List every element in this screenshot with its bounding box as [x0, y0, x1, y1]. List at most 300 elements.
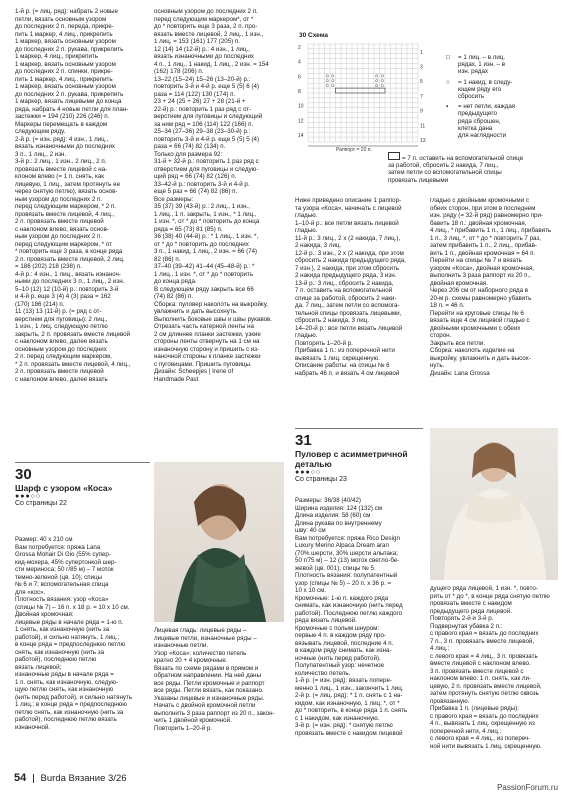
- text-line: провязать вместе лицевой с на-: [15, 165, 108, 173]
- text-line: ным узором до последних 2 п.: [15, 233, 103, 240]
- text-line: 50 г/75 м) – 12 (13) моток светло-бе-: [295, 557, 400, 564]
- watermark: PassionForum.ru: [497, 783, 558, 792]
- text-line: Маркеры перемещать в каждом: [15, 120, 108, 128]
- text-line: 4 лиц., * прибавить 1 п., 1 лиц., прибавить: [430, 227, 552, 234]
- legend-symbol: □: [446, 54, 450, 61]
- text-line: 2 п. перед следующим маркером,: [15, 353, 112, 360]
- scheme-legend: [446, 54, 556, 142]
- text-line: с правого края = вязать до последних: [430, 712, 539, 720]
- text-line: с левого края = 4 лиц., из попереч-: [430, 735, 531, 742]
- text-line: нуть.: [430, 362, 445, 369]
- text-line: 12 (14) 14 (12-й) р.: 4 изн., 1 лиц.,: [154, 45, 250, 53]
- text-line: обратном направлении. На ней даны: [154, 672, 262, 679]
- text-line: 4 лиц.;: [430, 645, 450, 652]
- yarn-over-mark: [376, 80, 378, 82]
- text-line: кидом, как изнаночную, 1 лиц. *, от *: [295, 699, 400, 707]
- col3-text: [295, 197, 423, 377]
- text-line: 2-й р. (= изн. ряд): 4 изн., 1 лиц.,: [15, 135, 109, 143]
- text-line: изн. ряду (= 32-й ряд) равномерно при-: [430, 212, 543, 219]
- row-number: 4: [298, 59, 301, 66]
- row-number: 7: [420, 93, 423, 100]
- pullover-photo: [430, 428, 558, 580]
- text-line: затем прибавить 1 п., 2 лиц., прибав-: [430, 242, 537, 249]
- project-30-header: [15, 462, 150, 507]
- text-line: до последних 2 п. рукава, прикрепить: [15, 90, 124, 98]
- text-line: основным узором до последних: [15, 345, 107, 353]
- text-line: цевую, 2 п. провязать вместе лицевой,: [430, 682, 542, 690]
- col2-bottom-text: [154, 627, 284, 732]
- text-line: перед следующим маркером, * от: [15, 240, 112, 248]
- text-line: от * до * повторить до последних: [154, 240, 249, 248]
- text-line: гладью.: [295, 212, 318, 219]
- text-line: провязать вместе лицевой, 4 лиц.,: [15, 210, 115, 218]
- text-line: Повторять 1–20-й р.: [295, 339, 353, 347]
- text-line: 1 маркер, вязать основным узором: [15, 38, 116, 45]
- text-line: 2 п. провязать вместе лицевой, 2 лиц.: [15, 255, 125, 263]
- text-line: 2 п. провязать вместе лицевой: [15, 368, 104, 375]
- text-line: двойными кромочными с обеих: [430, 324, 521, 332]
- text-line: гладью.: [295, 332, 318, 339]
- yarn-over-mark: [381, 80, 383, 82]
- text-line: 1 маркер, вязать лицевыми до конца: [15, 98, 122, 105]
- text-line: (спицы № 7) – 16 п. х 18 р. = 10 х 10 см.: [15, 603, 130, 611]
- text-line: в конце ряда = предпоследнюю петлю: [15, 641, 126, 648]
- text-line: 18 п. = 46 п.: [430, 302, 465, 309]
- row-number: 9: [420, 108, 423, 115]
- legend-item: [446, 79, 556, 101]
- text-line: набрать 46 п. и вязать 4 см лицевой: [295, 369, 400, 377]
- text-line: лицевые петли, изнаночные ряды –: [154, 634, 257, 642]
- text-line: раза = 66 (74) 82 (134) п.: [154, 143, 226, 150]
- text-line: работой). Последнюю петлю каждого: [295, 609, 403, 617]
- text-line: с правого края = вязать до последних: [430, 630, 539, 637]
- text-line: Подвернутая убавка 2 п.:: [430, 622, 503, 630]
- text-line: закрыть, 2 п. провязать вместе лицевой: [15, 330, 131, 338]
- text-line: через снятую петлю), вязать основ-: [15, 188, 118, 195]
- text-line: 1–10-й р.: все петли вязать лицевой: [295, 219, 399, 227]
- text-line: с 1 накидом, как изнаночную.: [295, 714, 380, 722]
- text-line: 1 маркер, вязать основным узором: [15, 60, 116, 68]
- text-line: 7 изн.), 2 накида, при этом сбросить: [295, 264, 400, 272]
- text-line: Ширина изделия: 124 (132) см: [295, 504, 383, 512]
- text-line: 3-й р.: 2 лиц., 1 изн., 2 лиц., 2 п.: [15, 158, 107, 165]
- text-line: Только для размера 92:: [154, 150, 223, 158]
- text-line: Указаны лицевые и изнаночные ряды.: [154, 694, 265, 702]
- legend-item: [446, 103, 556, 139]
- text-line: до * повторить, в конце ряда 1 п. снять: [295, 707, 408, 714]
- text-line: 3 п., 1 лиц., 2 изн.: [15, 150, 67, 158]
- col4-bottom-text: [430, 585, 558, 750]
- text-line: 1 изн., 1 лиц. следующую петлю: [15, 323, 108, 330]
- text-line: двойная кромочная.: [430, 279, 488, 287]
- text-line: повторить 3-й и 4-й р. еще 5 (5) 6 (4): [154, 83, 260, 90]
- text-line: перед следующим маркером*, от *: [154, 15, 254, 23]
- page-footer: [14, 772, 127, 784]
- text-line: пить 1 маркер, 4 лиц., прикрепить: [15, 75, 113, 83]
- text-line: с наклоном влево, вязать основ-: [15, 225, 109, 233]
- text-line: Все размеры:: [154, 195, 194, 203]
- text-line: ным узором до последних 2 п.: [15, 195, 103, 203]
- row-number: 14: [298, 133, 304, 140]
- text-line: клоном влево (= 1 п. снять, как: [15, 173, 104, 180]
- text-line: вязать еще 4 см лицевой гладью с: [430, 317, 530, 324]
- text-line: основным узором до последних 2 п.: [154, 8, 258, 15]
- row-number: 1: [420, 49, 423, 56]
- text-line: щую петлю снять, как изнаночную: [15, 686, 114, 693]
- text-line: Дизайн: Scheepjes | Irene of: [154, 368, 234, 375]
- text-line: Начать с двойной кромочной петли: [154, 702, 256, 709]
- project-31-header: [295, 428, 423, 483]
- text-line: Ниже приведено описание 1 раппор-: [295, 197, 402, 204]
- text-line: щий ряд = 66 (74) 82 (126) п.: [154, 173, 237, 180]
- page-number: 54: [14, 772, 27, 784]
- text-line: Плотность вязания: узор «Коса»: [15, 596, 109, 603]
- yarn-over-mark: [332, 80, 334, 82]
- row-number: 2: [298, 44, 301, 51]
- text-line: 2 п. провязать вместе лицевой: [15, 218, 104, 225]
- text-line: ными до последних 3 п., 1 лиц., 2 изн.: [15, 278, 125, 285]
- text-line: (70% шерсти, 30% шерсти альпака;: [295, 549, 398, 557]
- text-line: 13–22 (15–24) 15–26 (13–20-й) р.:: [154, 75, 251, 83]
- row-number: 10: [298, 103, 304, 110]
- text-line: Описание работы: на спицы № 6: [295, 362, 390, 369]
- project-30-number: 30: [15, 466, 32, 483]
- text-line: количество петель.: [295, 669, 351, 677]
- text-line: вязать вместе лицевой, 2 лиц., 1 изн.,: [154, 30, 264, 38]
- text-line: (170) 186 (214) п.: [15, 300, 65, 308]
- text-line: Handmade Past: [154, 375, 199, 383]
- text-line: для «кос».: [15, 588, 46, 596]
- text-line: чить 1 двойной кромочной.: [154, 717, 232, 724]
- text-line: гладью с двойными кромочными с: [430, 197, 529, 204]
- text-line: предыдущего ряда лицевой.: [430, 607, 512, 615]
- text-line: 20-м р. схемы равномерно убавить: [430, 294, 532, 302]
- text-line: узором «Коса», двойная кромочная,: [430, 264, 535, 272]
- text-line: верстием для пуговицы): 2 лиц.,: [15, 315, 108, 323]
- text-line: 2 накида предыдущего ряда, 3 изн.: [295, 272, 397, 279]
- text-line: Сборка: пуловер наколоть на выкройку,: [154, 300, 268, 308]
- text-line: Выполнить боковые швы и швы рукавов.: [154, 315, 273, 323]
- project-31-title: Пуловер с асимметричной деталью: [295, 449, 408, 469]
- text-line: до последних 2 п. переда, прикре-: [15, 23, 114, 30]
- text-line: ночные (нить перед работой).: [295, 654, 381, 662]
- text-line: 1 лиц. = 153 (161) 177 (205) п.: [154, 38, 241, 45]
- text-line: до последних 2 п. рукава, прикрепить: [15, 45, 124, 53]
- text-line: раза = 114 (122) 130 (174) п.: [154, 90, 236, 98]
- text-line: Luxury Merino Alpaca Dream aran: [295, 542, 389, 549]
- text-line: пить 1 маркер, 4 лиц., прикрепить: [15, 30, 113, 38]
- text-line: 3-й р. (= изн. ряд): * снятую петлю: [295, 722, 393, 729]
- text-line: провязать вместе с накидом: [430, 600, 512, 607]
- row-number: 12: [298, 118, 304, 125]
- text-line: 1 лиц.; в конце ряда = предпоследнюю: [15, 701, 127, 708]
- text-line: Прибавка 1 п.: из поперечной нити: [295, 347, 395, 354]
- text-line: вывязать 1 лиц. скрещенную.: [295, 354, 380, 362]
- text-line: 1 лиц., 1 п. закрыть, 1 изн., * 1 лиц.,: [154, 210, 257, 218]
- yarn-over-mark: [381, 75, 383, 77]
- col4-text: [430, 197, 558, 377]
- yarn-over-mark: [326, 75, 328, 77]
- text-line: 2 накида, 3 лиц.: [295, 242, 342, 249]
- text-line: 1 лиц., 1 изн. *, от * до * повторить: [154, 270, 254, 278]
- rapport-label: Раппорт = 20 п.: [336, 147, 372, 153]
- text-line: петли, вязать основным узором: [15, 15, 107, 23]
- text-line: изнаночную сторону и пришить с из-: [154, 345, 260, 353]
- text-line: 14–20-й р.: все петли вязать лицевой: [295, 324, 403, 332]
- text-line: изнаночные ряды в начале ряда =: [15, 671, 114, 678]
- text-line: с пуговицами. Пришить пуговицы.: [154, 360, 252, 368]
- text-line: еще 5 раз = 66 (74) 82 (86) п.: [154, 188, 238, 195]
- text-line: Вязать по схеме рядами в прямом и: [154, 664, 259, 672]
- text-line: снимать, как изнаночную (нить перед: [295, 602, 403, 609]
- text-line: Лицевая гладь: лицевые ряды –: [154, 627, 247, 634]
- yarn-over-mark: [326, 84, 328, 86]
- text-line: 23 + 24 (25 + 26) 27 + 28 (21-й +: [154, 98, 246, 105]
- difficulty-dots: ●●●○○: [15, 493, 42, 500]
- row-number: 11: [420, 123, 426, 130]
- text-line: (74) 82 (86) п.: [154, 293, 194, 300]
- text-line: Перейти на круговые спицы № 6: [430, 309, 524, 317]
- text-line: сбросить 2 накида, 3 лиц.: [295, 317, 370, 324]
- text-line: с наклоном влево, далее вязать: [15, 375, 108, 383]
- text-line: 1 маркер, 4 лиц., прикрепить: [15, 53, 99, 60]
- legend-text: = нет петли, каждая предыдущего ряда сброшен, клетка дана для наглядности: [458, 103, 516, 140]
- text-line: жевой (цв. 001); спицы № 5.: [295, 564, 376, 572]
- text-line: 1 маркер, вязать основным узором: [15, 83, 116, 90]
- text-line: Через 206 см от наборного ряда в: [430, 287, 529, 294]
- text-line: да, 7 лиц., затем петли со вспомога-: [295, 302, 400, 309]
- legend-text: = 1 лиц. – в лиц. рядах, 1 изн. – в изн. рядах: [458, 54, 506, 76]
- text-line: дущего ряда лицевой, 1 изн. *, повто-: [430, 585, 538, 592]
- text-line: провязанную.: [430, 697, 470, 705]
- difficulty-dots: ●●●○○: [295, 469, 322, 476]
- text-line: 3 п. провязать вместе лицевой с: [430, 667, 524, 675]
- text-line: повторить 3-й и 4-й р. еще 5 (5) 5 (4): [154, 135, 260, 143]
- text-line: 1-й р. (= лиц. ряд): набрать 2 новые: [15, 8, 118, 15]
- text-line: (162) 178 (206) п.: [154, 68, 204, 75]
- text-line: 11 (13) 13 (11-й) р. (= ряд с от-: [15, 308, 102, 315]
- text-line: петлю снять, как изнаночную (нить за: [15, 708, 124, 716]
- text-line: сторон.: [430, 332, 452, 339]
- text-line: Длина рукава по внутреннему: [295, 519, 382, 527]
- scheme-grid: [298, 40, 438, 155]
- text-line: до * повторить еще 3 раза, 2 п. про-: [154, 23, 258, 30]
- col1-text: [15, 8, 143, 383]
- row-number: 13: [420, 138, 426, 144]
- text-line: вязать лицевой;: [15, 663, 62, 671]
- text-line: Размеры: 36/38 (40/42): [295, 497, 361, 504]
- text-line: за ним ряд = 106 (114) 122 (166) п.: [154, 120, 254, 128]
- legend-item: [446, 54, 556, 76]
- text-line: выкройку, увлажнить и дать высох-: [430, 354, 531, 362]
- magazine-name: Burda Вязание: [40, 773, 106, 784]
- project-30-see: Со страницы 22: [15, 500, 67, 507]
- legend-text: = 1 накид, в следу- ющем ряду его сбросить: [458, 78, 513, 101]
- text-line: выполнить 3 раза раппорт из 20 п., закон-: [154, 709, 275, 717]
- text-line: 33–42-й р.: повторить 3-й и 4-й р.: [154, 180, 250, 188]
- text-line: в каждом ряду снимать, как изна-: [295, 647, 392, 654]
- text-line: до конца ряда.: [154, 278, 197, 285]
- project-31-body: [295, 497, 423, 737]
- text-line: 3 п., 1 накид, 1 лиц., 2 изн. = 66 (74): [154, 248, 258, 255]
- text-line: 35 (37) 39 (43-й) р.: 2 лиц., 1 изн.,: [154, 203, 250, 210]
- text-line: 1 снять, как изнаночную (нить за: [15, 626, 110, 633]
- text-line: Кромочные с полым шнуром:: [295, 624, 380, 632]
- text-line: все ряды. Петли кромочные и раппорт: [154, 679, 265, 687]
- text-line: Длина изделия: 58 (60) см: [295, 512, 371, 519]
- text-line: 1 п., 3 лиц. *, от * до * повторить 7 раз,: [430, 234, 541, 242]
- scheme-note: [388, 152, 560, 184]
- text-line: 37–40 (39–42) 41–44 (45–48-й) р.: *: [154, 263, 255, 270]
- text-line: кратно 20 + 4 кромочные.: [154, 657, 228, 664]
- text-line: 1 п. снять, как изнаночную, следую-: [15, 678, 119, 686]
- yarn-over-mark: [332, 84, 334, 86]
- text-line: следующем ряду.: [15, 128, 66, 135]
- text-line: наклоном влево: 1 п. снять, как ли-: [430, 675, 532, 682]
- yarn-over-mark: [332, 75, 334, 77]
- text-line: кид-мохера, 45% супертонкой шер-: [15, 558, 117, 566]
- text-line: Отрезать часть катерной ленты на: [154, 323, 255, 330]
- text-line: поперечной нити, 4 лиц.;: [430, 727, 502, 735]
- text-line: изнаночные петли.: [154, 642, 209, 649]
- project-30-body: [15, 536, 143, 731]
- text-line: Перейти на спицы № 7 и вязать: [430, 257, 522, 264]
- text-line: Узор «Коса»: количество петель: [154, 649, 247, 657]
- text-line: вязать изнаночными до последних: [154, 53, 255, 60]
- text-line: 2-й р. (= лиц. ряд): * 1 п. снять с 1 на-: [295, 692, 403, 699]
- legend-symbol: ▪: [446, 103, 449, 111]
- text-line: 31-й + 32-й р.: повторить 1 раз ряд с: [154, 158, 259, 165]
- cable-mark: [336, 88, 386, 93]
- text-line: застежки = 194 (210) 226 (246) п.: [15, 113, 110, 120]
- text-line: 7 п., 3 п. провязать вместе лицевой,: [430, 637, 535, 645]
- text-line: 10 х 10 см.: [295, 587, 327, 594]
- text-line: с левого края = 4 лиц., 3 п. провязать: [430, 652, 538, 660]
- text-line: ряда, набрать 4 новые петли для план-: [15, 105, 129, 113]
- text-line: работой), и сильно натянуть, 1 лиц.;: [15, 633, 120, 641]
- text-line: Прибавка 1 п. (лицевые ряды):: [430, 705, 519, 712]
- text-line: 5–10 (12) 12 (10-й) р.: повторить 3-й: [15, 285, 119, 293]
- col2-text: [154, 8, 284, 383]
- text-line: стороны ленты отвернуть на 1 см на: [154, 338, 260, 345]
- text-line: ной нити вывязать 1 лиц. скрещенную.: [430, 742, 542, 750]
- text-line: гладью.: [295, 227, 318, 234]
- text-line: Кромочные: 1-ю п. каждого ряда: [295, 594, 389, 602]
- text-line: Grossa Mohair Di Gio (55% супер-: [15, 551, 111, 558]
- text-line: первые 4 п. в каждом ряду про-: [295, 632, 386, 639]
- text-line: Закрыть все петли.: [430, 339, 486, 347]
- text-line: (нить перед работой), и сильно натянуть: [15, 693, 133, 701]
- text-line: * повторить еще 3 раза, в конце ряда: [15, 248, 123, 255]
- text-line: верстием для пуговицы и следующий: [154, 113, 263, 120]
- text-line: тельной спицы провязать лицевыми,: [295, 309, 402, 317]
- text-line: Сборка: наколоть изделие на: [430, 347, 515, 354]
- text-line: сти мериноса; 50 г/85 м) – 7 моток: [15, 566, 114, 573]
- row-number: 3: [420, 64, 423, 71]
- row-number: 8: [298, 89, 301, 95]
- text-line: с наклоном влево, далее вязать: [15, 338, 108, 345]
- text-line: Плотность вязания: полупатентный: [295, 572, 398, 579]
- text-line: = 186 (202) 218 (238) п.: [15, 263, 82, 270]
- text-line: ряда вязать лицевой.: [295, 617, 357, 624]
- text-line: сбросить 2 накида предыдущего ряда,: [295, 257, 406, 264]
- text-line: В следующем ряду закрыть все 66: [154, 285, 254, 293]
- yarn-over-mark: [376, 75, 378, 77]
- row-number: 5: [420, 79, 423, 86]
- text-line: та узора «Коса», начинать с лицевой: [295, 204, 402, 212]
- text-line: отверстием для пуговицы и следую-: [154, 165, 259, 173]
- yarn-over-mark: [326, 80, 328, 82]
- text-line: 25–34 (27–36) 29–38 (23–30-й) р.:: [154, 128, 251, 135]
- text-line: № 6 и 7; вспомогательная спица: [15, 581, 109, 588]
- text-line: увлажнить и дать высохнуть.: [154, 308, 238, 315]
- text-line: лицевые ряды в начале ряда = 1-ю п.: [15, 618, 124, 626]
- project-31-number: 31: [295, 432, 312, 449]
- text-line: 4 п., 1 лиц., 1 накид, 1 лиц., 2 изн. = 154: [154, 60, 269, 68]
- text-line: 4-й р.: 4 изн., 1 лиц., вязать изнаноч-: [15, 270, 121, 278]
- text-line: Двойная кромочная:: [15, 611, 74, 618]
- text-line: узор (спицы № 5) – 20 п. х 36 р. =: [295, 579, 392, 587]
- text-line: темно-зеленой (цв. 10); спицы: [15, 573, 103, 581]
- text-line: Вам потребуется: пряжа Lana: [15, 543, 101, 551]
- text-line: вить 1 п., двойная кромочная = 64 п.: [430, 249, 536, 257]
- text-line: * 2 п. провязать вместе лицевой, 4 лиц.,: [15, 360, 131, 368]
- text-line: 1-й р. (= изн. ряд): вязать попере-: [295, 677, 392, 684]
- text-line: Повторить 1–20-й р.: [154, 724, 213, 732]
- text-line: вместе лицевой с наклоном влево.: [430, 660, 531, 667]
- text-line: Дизайн: Lana Grossa: [430, 369, 490, 377]
- text-line: 7 п. оставить на вспомогательной: [295, 287, 393, 294]
- text-line: затем протянуть снятую петлю сквозь: [430, 690, 539, 697]
- text-line: все ряды. Петли вязать, как показано.: [154, 687, 264, 694]
- text-line: Размер: 40 х 210 см: [15, 536, 73, 543]
- text-line: 22-й) р.: повторить 1 раз ряд с от-: [154, 105, 252, 113]
- text-line: спице за работой, сбросить 2 наки-: [295, 294, 397, 302]
- scarf-photo: [154, 462, 284, 622]
- project-31-see: Со страницы 23: [295, 476, 347, 483]
- text-line: рить от * до *, в конце ряда снятую петлю: [430, 592, 550, 600]
- text-line: 4 п., вывязать 1 лиц. скрещенную из: [430, 720, 535, 727]
- text-line: Полупатентный узор: нечетное: [295, 662, 385, 669]
- text-line: наночной стороны к планке застежки: [154, 353, 261, 360]
- cable-symbol: [388, 152, 400, 160]
- yarn-over-mark: [381, 84, 383, 86]
- legend-symbol: ○: [446, 78, 450, 86]
- text-line: работой), последнюю петлю: [15, 656, 97, 663]
- text-line: и 4-й р. еще 3 (4) 4 (3) раза = 162: [15, 293, 111, 300]
- text-line: 11-й р.: 3 лиц., 2 х (2 накида, 7 лиц.),: [295, 234, 401, 242]
- project-30-title: Шарф с узором «Коса»: [15, 483, 113, 493]
- text-line: провязать вместе с накидом лицевой: [295, 729, 403, 737]
- text-line: ряда = 65 (73) 81 (85) п.: [154, 225, 223, 233]
- text-line: 82 (86) п.: [154, 255, 181, 263]
- text-line: работой), последнюю петлю вязать: [15, 716, 117, 723]
- text-line: до последних 2 п. спинки, прикре-: [15, 68, 113, 75]
- text-line: обеих сторон, при этом в последнем: [430, 204, 536, 212]
- text-line: снять, как изнаночную (нить за: [15, 648, 105, 656]
- text-line: 12-й р.: 3 изн., 2 х (2 накида, при этом: [295, 249, 404, 257]
- scheme-note-text: = 7 п. оставить на вспомогательной спице за работой, сбросить 2 накида, 7 лиц., затем петли со вспомогательной спицы провязать лицевыми: [388, 155, 524, 184]
- yarn-over-mark: [376, 84, 378, 86]
- row-number: 6: [298, 74, 301, 81]
- text-line: лицевую, 1 лиц., затем протянуть ее: [15, 180, 121, 188]
- text-line: 1 изн. *, от * до * повторить до конца: [154, 218, 260, 225]
- text-line: 36 (38) 40 (44-й) р.: * 1 лиц., 1 изн. *,: [154, 233, 259, 240]
- issue-number: 3/26: [108, 773, 127, 784]
- text-line: выполнить 3 раза раппорт из 20 п.,: [430, 272, 531, 279]
- text-line: вязать изнаночными до последних: [15, 143, 116, 150]
- text-line: перед следующим маркером, * 2 п.: [15, 203, 117, 210]
